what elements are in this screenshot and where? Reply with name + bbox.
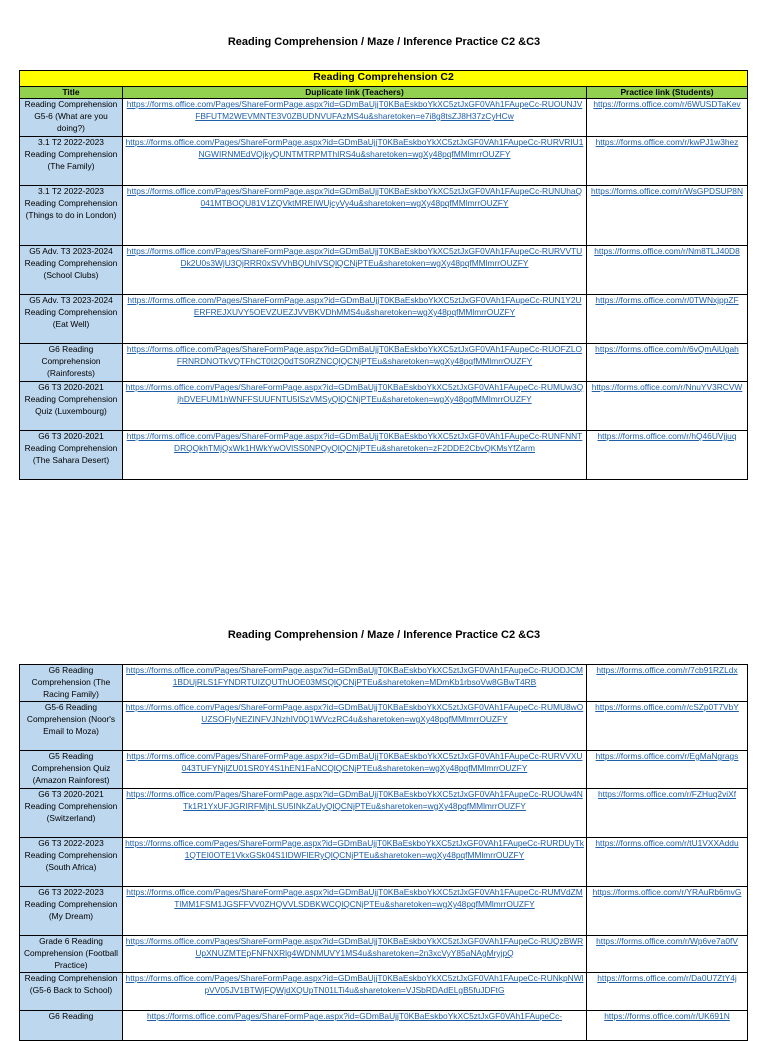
table-banner: Reading Comprehension C2 xyxy=(20,71,748,87)
teacher-duplicate-link[interactable]: https://forms.office.com/Pages/ShareFormPage.aspx?id=GDmBaUjjT0KBaEskboYkXC5ztJxGF0VAh1FAupeCc-RUODJCM1BDUjRLS1FYNDRTUIZQUThUOE03MSQlQCNjPTEu&sharetoken=MDmKb1rbsoVw8GBwT4RB xyxy=(126,665,583,687)
table-row xyxy=(20,246,748,295)
student-practice-link[interactable]: https://forms.office.com/r/7cb91RZLdx xyxy=(596,665,738,675)
table-row xyxy=(20,344,748,382)
row-title: G5 Adv. T3 2023-2024 Reading Comprehension (School Clubs) xyxy=(20,246,123,295)
teacher-duplicate-link[interactable]: https://forms.office.com/Pages/ShareFormPage.aspx?id=GDmBaUjjT0KBaEskboYkXC5ztJxGF0VAh1FAupeCc-RUN1Y2UERFREJXUVY5OEVZUEZJVVBKVDhMMS4u&sharetoken=wgXy48pqfMMlmrrOUZFY xyxy=(127,295,582,317)
reading-comprehension-table-2 xyxy=(19,664,748,1041)
column-header-title: Title xyxy=(20,87,123,99)
student-practice-link[interactable]: https://forms.office.com/r/hQ46UVjjuq xyxy=(597,431,737,441)
student-practice-link[interactable]: https://forms.office.com/r/6WUSDTaKev xyxy=(593,99,741,109)
row-title: G6 Reading xyxy=(20,1011,123,1041)
table-row xyxy=(20,382,748,431)
table-row xyxy=(20,186,748,246)
teacher-duplicate-link[interactable]: https://forms.office.com/Pages/ShareFormPage.aspx?id=GDmBaUjjT0KBaEskboYkXC5ztJxGF0VAh1FAupeCc-RUNkpNWlpVV05JV1BTWjFQWjdXQUpTN01LTi4u&sharetoken=VJSbRDAdELgB5fuJDFtG xyxy=(125,973,584,995)
teacher-duplicate-link[interactable]: https://forms.office.com/Pages/ShareFormPage.aspx?id=GDmBaUjjT0KBaEskboYkXC5ztJxGF0VAh1FAupeCc-RUOUNJVFBFUTM2WEVMNTE3V0ZBUDNVUFAzMS4u&sharetoken=e7i8g8tsZJ8H37zCyHCw xyxy=(126,99,583,121)
teacher-duplicate-link[interactable]: https://forms.office.com/Pages/ShareFormPage.aspx?id=GDmBaUjjT0KBaEskboYkXC5ztJxGF0VAh1FAupeCc-RUNFNNTDRQQkhTMjQxWk1HWkYwOVlSS0NPQyQlQCNjPTEu&sharetoken=zF2DDE2CbvQKMsYfZarm xyxy=(126,431,583,453)
student-practice-link[interactable]: https://forms.office.com/r/YRAuRb6mvG xyxy=(592,887,742,897)
teacher-duplicate-link[interactable]: https://forms.office.com/Pages/ShareFormPage.aspx?id=GDmBaUjjT0KBaEskboYkXC5ztJxGF0VAh1FAupeCc- xyxy=(146,1011,563,1021)
teacher-duplicate-link[interactable]: https://forms.office.com/Pages/ShareFormPage.aspx?id=GDmBaUjjT0KBaEskboYkXC5ztJxGF0VAh1FAupeCc-RURVVXU043TUFYNjlZU01SR0Y4S1hEN1FaNCQlQCNjPTEu&sharetoken=wgXy48pqfMMlmrrOUZFY xyxy=(126,751,583,773)
table-row xyxy=(20,789,748,838)
teacher-duplicate-link[interactable]: https://forms.office.com/Pages/ShareFormPage.aspx?id=GDmBaUjjT0KBaEskboYkXC5ztJxGF0VAh1FAupeCc-RURVVTUDk2U0s3WjU3QjRRR0xSVVhBQUhIVSQlQCNjPTEu&sharetoken=wgXy48pqfMMlmrrOUZFY xyxy=(126,246,583,268)
table-row xyxy=(20,936,748,973)
row-title: G6 Reading Comprehension (The Racing Family) xyxy=(20,665,123,702)
student-practice-link[interactable]: https://forms.office.com/r/0TWNxjppZF xyxy=(595,295,739,305)
table-row xyxy=(20,137,748,186)
student-practice-link[interactable]: https://forms.office.com/r/FZHuq2viXf xyxy=(597,789,737,799)
table-banner-row xyxy=(20,71,748,87)
student-practice-link[interactable]: https://forms.office.com/r/kwPJ1w3hez xyxy=(595,137,739,147)
student-practice-link[interactable]: https://forms.office.com/r/cSZp0T7VbY xyxy=(595,702,739,712)
student-practice-link[interactable]: https://forms.office.com/r/6vQmAiUgah xyxy=(595,344,739,354)
row-title: G6 T3 2020-2021 Reading Comprehension (Switzerland) xyxy=(20,789,123,838)
table-row xyxy=(20,751,748,789)
column-header-student-link: Practice link (Students) xyxy=(587,87,748,99)
row-title: Grade 6 Reading Comprehension (Football Practice) xyxy=(20,936,123,973)
row-title: G5 Adv. T3 2023-2024 Reading Comprehension (Eat Well) xyxy=(20,295,123,344)
row-title: Reading Comprehension G5-6 (What are you doing?) xyxy=(20,99,123,137)
teacher-duplicate-link[interactable]: https://forms.office.com/Pages/ShareFormPage.aspx?id=GDmBaUjjT0KBaEskboYkXC5ztJxGF0VAh1FAupeCc-RUMVdZMTlMM1FSM1JGSFFVV0ZHQVVLSDBKWCQlQCNjPTEu&sharetoken=wgXy48pqfMMlmrrOUZFY xyxy=(126,887,583,909)
reading-comprehension-table-1 xyxy=(19,70,748,480)
table-row xyxy=(20,838,748,887)
teacher-duplicate-link[interactable]: https://forms.office.com/Pages/ShareFormPage.aspx?id=GDmBaUjjT0KBaEskboYkXC5ztJxGF0VAh1FAupeCc-RURDUyTk1QTEI0OTE1VkxGSk04S1IDWFlERyQlQCNjPTEu&sharetoken=wgXy48pqfMMlmrrOUZFY xyxy=(125,838,584,860)
student-practice-link[interactable]: https://forms.office.com/r/Da0U7ZtY4j xyxy=(597,973,737,983)
table-row xyxy=(20,665,748,702)
column-header-teacher-link: Duplicate link (Teachers) xyxy=(123,87,587,99)
teacher-duplicate-link[interactable]: https://forms.office.com/Pages/ShareFormPage.aspx?id=GDmBaUjjT0KBaEskboYkXC5ztJxGF0VAh1FAupeCc-RUMUw3QjhDVEFUM1hWNFFSUUFNTU5ISzVMSyQlQCNjPTEu&sharetoken=wgXy48pqfMMlmrrOUZFY xyxy=(125,382,584,404)
row-title: G6 T3 2020-2021 Reading Comprehension (The Sahara Desert) xyxy=(20,431,123,480)
row-title: 3.1 T2 2022-2023 Reading Comprehension (The Family) xyxy=(20,137,123,186)
teacher-duplicate-link[interactable]: https://forms.office.com/Pages/ShareFormPage.aspx?id=GDmBaUjjT0KBaEskboYkXC5ztJxGF0VAh1FAupeCc-RUOFZLOFRNRDNOTkVQTFhCT0I2Q0dTS0RZNCQlQCNjPTEu&sharetoken=wgXy48pqfMMlmrrOUZFY xyxy=(126,344,583,366)
student-practice-link[interactable]: https://forms.office.com/r/Wp6ve7a0fV xyxy=(596,936,738,946)
row-title: G5 Reading Comprehension Quiz (Amazon Rainforest) xyxy=(20,751,123,789)
table-row xyxy=(20,99,748,137)
student-practice-link[interactable]: https://forms.office.com/r/UK691N xyxy=(604,1011,730,1021)
row-title: 3.1 T2 2022-2023 Reading Comprehension (Things to do in London) xyxy=(20,186,123,246)
table-row xyxy=(20,887,748,936)
page-2-heading: Reading Comprehension / Maze / Inference Practice C2 &C3 xyxy=(227,629,541,641)
teacher-duplicate-link[interactable]: https://forms.office.com/Pages/ShareFormPage.aspx?id=GDmBaUjjT0KBaEskboYkXC5ztJxGF0VAh1FAupeCc-RUNUhaQ041MTBOQU81V1ZQVktMREIWUjcyVy4u&sharetoken=wgXy48pqfMMlmrrOUZFY xyxy=(126,186,583,208)
row-title: G6 T3 2022-2023 Reading Comprehension (South Africa) xyxy=(20,838,123,887)
row-title: G5-6 Reading Comprehension (Noor's Email to Moza) xyxy=(20,702,123,751)
table-row xyxy=(20,702,748,751)
student-practice-link[interactable]: https://forms.office.com/r/EgMaNgrags xyxy=(595,751,739,761)
teacher-duplicate-link[interactable]: https://forms.office.com/Pages/ShareFormPage.aspx?id=GDmBaUjjT0KBaEskboYkXC5ztJxGF0VAh1FAupeCc-RUOUw4NTk1R1YxUFJGRIRFMjhLSU5INkZaUyQlQCNjPTEu&sharetoken=wgXy48pqfMMlmrrOUZFY xyxy=(126,789,583,811)
table-row xyxy=(20,431,748,480)
teacher-duplicate-link[interactable]: https://forms.office.com/Pages/ShareFormPage.aspx?id=GDmBaUjjT0KBaEskboYkXC5ztJxGF0VAh1FAupeCc-RURVRIU1NGWIRNMEdVQjkyQUNTMTRPMThIRS4u&sharetoken=wgXy48pqfMMlmrrOUZFY xyxy=(125,137,584,159)
teacher-duplicate-link[interactable]: https://forms.office.com/Pages/ShareFormPage.aspx?id=GDmBaUjjT0KBaEskboYkXC5ztJxGF0VAh1FAupeCc-RUQzBWRUpXNUZMTEpFNFNXRlg4WDNMUVY1MS4u&sharetoken=2n3xcVyY85aNAgMryjpQ xyxy=(125,936,584,958)
student-practice-link[interactable]: https://forms.office.com/r/NnuYV3RCVW xyxy=(591,382,743,392)
student-practice-link[interactable]: https://forms.office.com/r/Nm8TLJ40D8 xyxy=(594,246,740,256)
row-title: G6 T3 2022-2023 Reading Comprehension (My Dream) xyxy=(20,887,123,936)
table-row xyxy=(20,295,748,344)
table-row xyxy=(20,973,748,1011)
page-1-heading: Reading Comprehension / Maze / Inference Practice C2 &C3 xyxy=(227,36,541,48)
student-practice-link[interactable]: https://forms.office.com/r/WsGPDSUP8N xyxy=(590,186,744,196)
table-row xyxy=(20,1011,748,1041)
row-title: G6 Reading Comprehension (Rainforests) xyxy=(20,344,123,382)
row-title: Reading Comprehension (G5-6 Back to School) xyxy=(20,973,123,1011)
student-practice-link[interactable]: https://forms.office.com/r/tU1VXXAddu xyxy=(595,838,739,848)
row-title: G6 T3 2020-2021 Reading Comprehension Quiz (Luxembourg) xyxy=(20,382,123,431)
table-header-row xyxy=(20,87,748,99)
teacher-duplicate-link[interactable]: https://forms.office.com/Pages/ShareFormPage.aspx?id=GDmBaUjjT0KBaEskboYkXC5ztJxGF0VAh1FAupeCc-RUMU8wOUZSOFlyNEZINFVJNzhIV0Q1WVczRC4u&sharetoken=wgXy48pqfMMlmrrOUZFY xyxy=(125,702,584,724)
